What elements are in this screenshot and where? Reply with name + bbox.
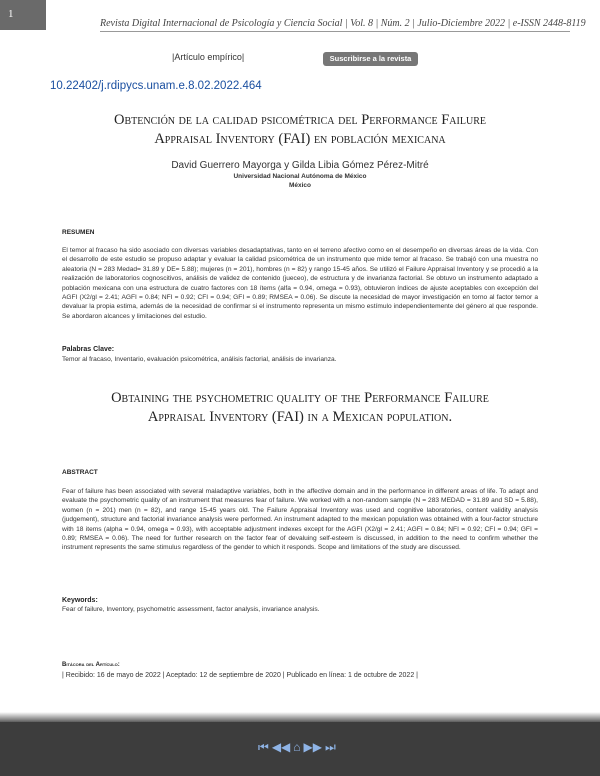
last-page-icon[interactable]: ⏭ <box>325 740 336 754</box>
bitacora-label: Bitácora del Artículo: <box>62 662 120 668</box>
resumen-heading: RESUMEN <box>62 229 95 236</box>
palabras-clave-text: Temor al fracaso, Inventario, evaluación psicométrica, análisis factorial, análisis de invarianza. <box>62 356 337 363</box>
title-english <box>40 389 560 427</box>
abstract-text: Fear of failure has been associated with several maladaptive variables, both in the affective domain and in the performance in different areas of life. To adapt and evaluate the psychometric quality of an instrument that measures fear of failure. We worked with a non-random sample (N = 283 MEDAD = 31.89 and SD = 5.88), women (n = 201) men (n = 82), and range 15-45 years old. The Failure Appraisal Inventory was used and cognitive laboratories, content validity analysis (judgement), structure and factorial invariance analysis were performed. An instrument adapted to the mexican population was obtained with a four-factor structure with 18 items (alpha = 0.94, omega = 0.93), with acceptable adjustment indexes except for the AGFI (X2/gl = 2.41; AGFI = 0.84; NFI = 0.92; CFI = 0.94; GFI = 0.89; RMSEA = 0.06). The need for further research on the factor fear of devaluing self-esteem is discussed, in addition to the need to confirm whether the instrument represents the same stimulus regardless of the gender to which it responds. Scope and limitations of the study are discussed. <box>62 488 538 552</box>
doi-link[interactable]: 10.22402/j.rdipycs.unam.e.8.02.2022.464 <box>50 80 262 92</box>
keywords-label: Keywords: <box>62 597 98 604</box>
first-page-icon[interactable]: ⏮ <box>258 740 269 754</box>
affiliation: Universidad Nacional Autónoma de México <box>233 173 367 180</box>
keywords-text: Fear of failure, Inventory, psychometric assessment, factor analysis, invariance analysis. <box>62 606 320 613</box>
authors: David Guerrero Mayorga y Gilda Libia Gómez Pérez-Mitré <box>171 160 429 171</box>
subscribe-button[interactable]: Suscribirse a la revista <box>323 52 418 66</box>
page-number: 1 <box>0 0 46 30</box>
country: México <box>288 182 312 189</box>
home-icon[interactable]: ⌂ <box>293 740 301 754</box>
title-english-line2: Appraisal Inventory (FAI) in a Mexican population. <box>147 409 453 425</box>
article-type: |Artículo empírico| <box>172 52 245 62</box>
previous-page-icon[interactable]: ◀◀ <box>271 740 291 754</box>
bitacora-text: | Recibido: 16 de mayo de 2022 | Aceptado: 12 de septiembre de 2020 | Publicado en línea: 1 de octubre de 2022 | <box>62 672 418 679</box>
palabras-clave-label: Palabras Clave: <box>62 346 115 353</box>
title-spanish <box>40 111 560 149</box>
next-page-icon[interactable]: ▶▶ <box>303 740 322 754</box>
journal-header: Revista Digital Internacional de Psicología y Ciencia Social | Vol. 8 | Núm. 2 | Julio-Diciembre 2022 | e-ISSN 2448-8119 <box>100 18 570 32</box>
title-english-line1: Obtaining the psychometric quality of the Performance Failure <box>111 390 489 406</box>
page-navigation <box>258 740 336 754</box>
title-spanish-line2: Appraisal Inventory (FAI) en población mexicana <box>154 131 446 147</box>
resumen-text: El temor al fracaso ha sido asociado con diversas variables desadaptativas, tanto en el terreno afectivo como en el desempeño en diversas áreas de la vida. Con el desarrollo de este estudio se propuso adaptar y evaluar la calidad psicométrica de un instrumento que mide temor al fracaso. Se trabajó con una muestra no aleatoria (N = 283 Medad= 31.89 y DE= 5.88); mujeres (n = 201), hombres (n = 82) y rango 15-45 años. Se utilizó el Failure Appraisal Inventory y se procedió a la realización de laboratorios cognoscitivos, análisis de validez de contenido (jueceo), de estructura y de invarianza factorial. Se obtuvo un instrumento adaptado a población mexicana con una estructura de cuatro factores con 18 ítems (alfa = 0.94, omega = 0.93), obtuvieron índices de ajuste aceptables con excepción del AGFI (X2/gl = 2.41; AGFI = 0.84; NFI = 0.92; CFI = 0.94; GFI = 0.89; RMSEA = 0.06). Se discute la necesidad de mayor investigación en torno al factor temor a devaluar la propia estima, además de la necesidad de confirmar si el instrumento representa un mismo estímulo independientemente del género al que responde. Se abordaron alcances y limitaciones del estudio. <box>62 247 538 320</box>
abstract-heading: ABSTRACT <box>62 469 98 476</box>
title-spanish-line1: Obtención de la calidad psicométrica del Performance Failure <box>114 112 486 128</box>
